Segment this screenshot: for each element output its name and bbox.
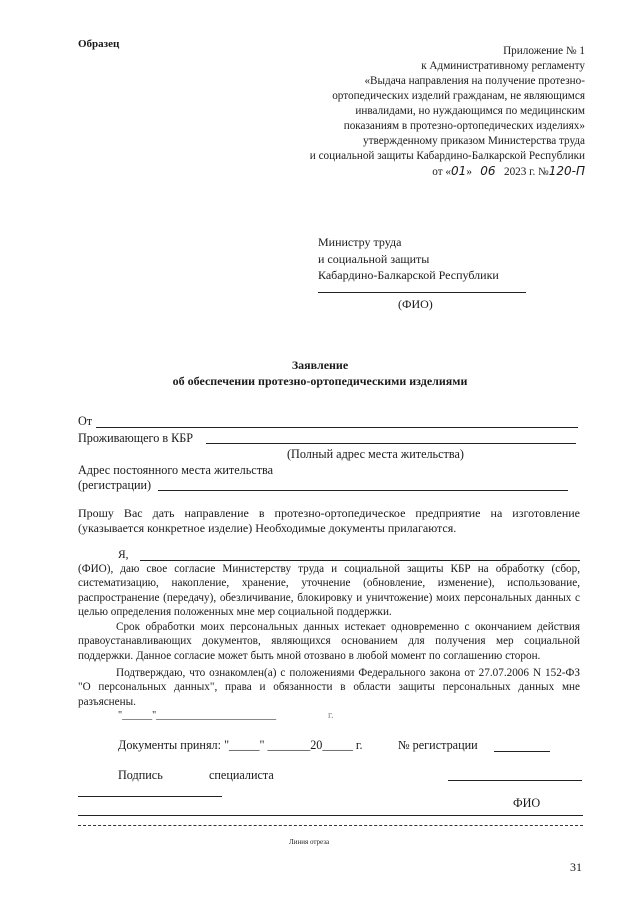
appendix-line: показаниям в протезно-ортопедических изделиях»	[343, 120, 585, 132]
consent-i-label: Я,	[118, 549, 129, 561]
reg-number-field[interactable]	[494, 751, 550, 752]
appendix-line: инвалидами, но нуждающимся по медицинским	[355, 105, 585, 117]
consent-paragraph-2: Срок обработки моих персональных данных истекает одновременно с окончанием действия правоустанавливающих документов, являющихся основанием для получения мер социальной поддержки. Данное согласие может быть мной отозвано в любой момент по соглашению сторон.	[78, 621, 580, 662]
appendix-line: к Административному регламенту	[421, 60, 585, 72]
date-mid: »	[466, 166, 472, 178]
document-title	[0, 357, 640, 389]
appendix-line: ортопедических изделий гражданам, не являющимся	[332, 90, 585, 102]
residing-label: Проживающего в КБР	[78, 431, 194, 445]
consent-paragraph-1: (ФИО), даю свое согласие Министерству труда и социальной защиты КБР на обработку (сбор, систематизацию, накопление, хранение, уточнение (обновление, изменение), использование, распространение (передачу), обезличивание, блокировку и уничтожение) моих персональных данных с целью определения положенных мне мер социальной поддержки.	[78, 563, 580, 619]
signature-label: Подпись	[118, 768, 163, 782]
appendix-line: и социальной защиты Кабардино-Балкарской Республики	[309, 150, 585, 162]
reg-number-label: № регистрации	[398, 738, 478, 752]
page-number: 31	[570, 860, 582, 874]
fio-field[interactable]	[78, 815, 583, 816]
addressee-fio-field[interactable]	[318, 292, 526, 293]
fio-label: ФИО	[513, 796, 541, 810]
permanent-address-label: Адрес постоянного места жительства	[78, 463, 274, 477]
date-prefix: от «	[432, 166, 452, 178]
title-line-2: об обеспечении протезно-ортопедическими изделиями	[172, 374, 468, 388]
consent-date-field[interactable]: "______"________________________	[118, 710, 277, 721]
date-year: 2023 г. №	[503, 166, 549, 178]
request-text: Прошу Вас дать направление в протезно-ортопедическое предприятие на изготовление (указывается конкретное изделие) Необходимые документы прилагаются.	[78, 506, 580, 535]
consent-date-suffix: г.	[328, 710, 334, 721]
addressee-line: Кабардино-Балкарской Республики	[318, 268, 499, 282]
addressee-line: Министру труда	[318, 235, 402, 249]
title-line-1: Заявление	[291, 358, 349, 372]
consent-fio-field[interactable]	[140, 560, 580, 561]
order-number: 120-П	[548, 164, 585, 178]
fio-caption: (ФИО)	[398, 297, 433, 311]
registration-field[interactable]	[158, 490, 568, 491]
specialist-signature-field[interactable]	[448, 780, 582, 781]
cut-line	[78, 825, 583, 826]
from-field[interactable]	[96, 427, 578, 428]
docs-accepted: Документы принял: "_____" _______20_____ г.	[118, 738, 363, 752]
registration-label: (регистрации)	[78, 478, 152, 492]
date-day: 01	[451, 164, 467, 178]
signature-field[interactable]	[78, 796, 222, 797]
appendix-line: «Выдача направления на получение протезно-	[364, 75, 585, 87]
address-caption: (Полный адрес места жительства)	[287, 447, 464, 461]
specialist-label: специалиста	[209, 768, 274, 782]
residing-field[interactable]	[206, 443, 576, 444]
appendix-line: утвержденному приказом Министерства труда	[363, 135, 585, 147]
consent-paragraph-3: Подтверждаю, что ознакомлен(а) с положениями Федерального закона от 27.07.2006 N 152-ФЗ "О персональных данных", права и обязанности в области защиты персональных данных мне разъяснены.	[78, 667, 580, 708]
cut-line-label: Линия отреза	[289, 838, 330, 846]
appendix-header	[225, 44, 585, 180]
addressee-block	[318, 234, 499, 284]
addressee-line: и социальной защиты	[318, 251, 430, 266]
sample-label: Образец	[78, 38, 120, 50]
appendix-date-line	[225, 164, 585, 180]
date-month: 06	[480, 164, 496, 178]
appendix-line: Приложение № 1	[503, 45, 585, 57]
from-label: От	[78, 414, 93, 428]
